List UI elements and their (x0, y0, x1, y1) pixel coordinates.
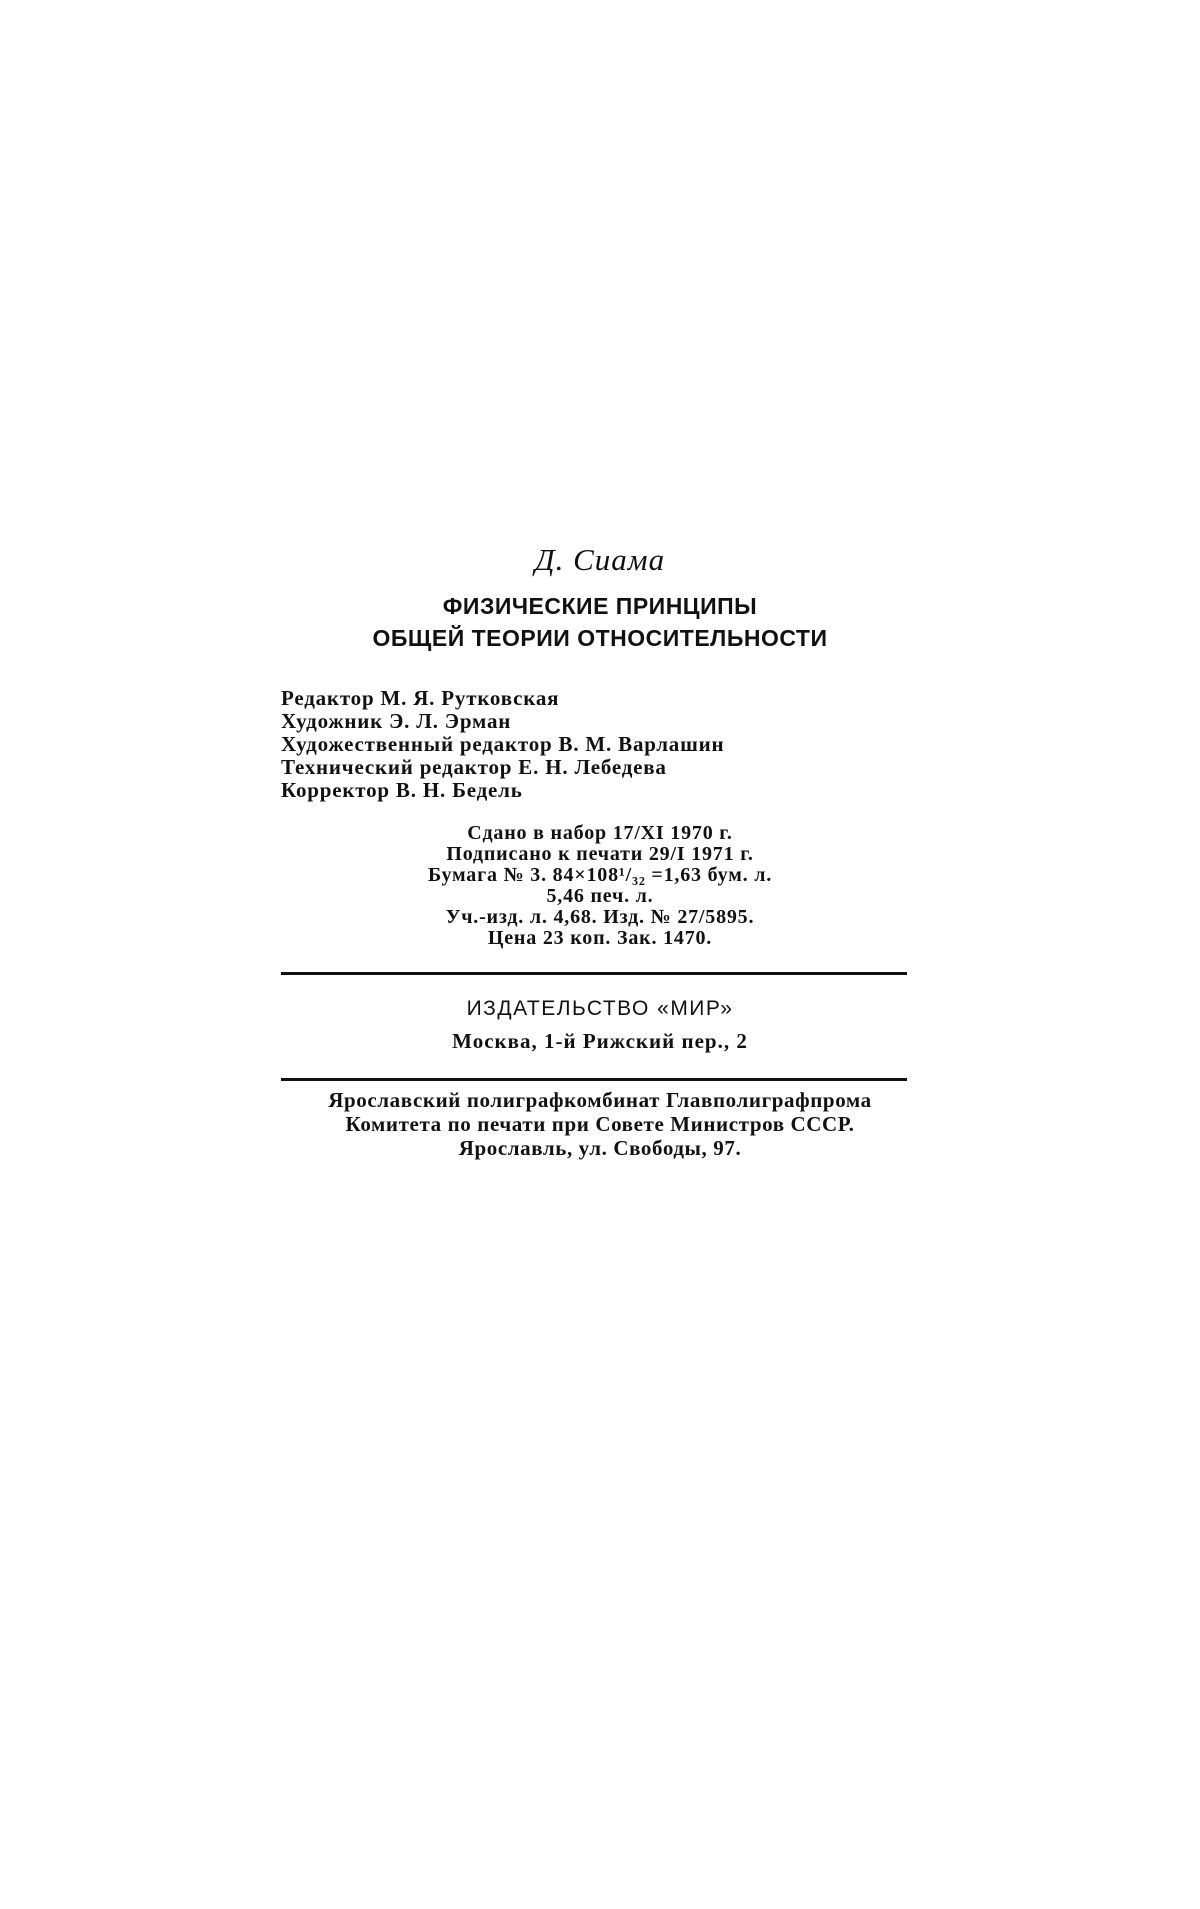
author-name: Д. Сиама (534, 542, 666, 577)
publisher-block (0, 993, 1200, 1057)
credit-art-editor: Художественный редактор В. М. Варлашин (281, 732, 725, 756)
printer-line-2: Комитета по печати при Совете Министров СССР. (345, 1112, 855, 1136)
divider-rule (281, 972, 907, 975)
imprint-line-price: Цена 23 коп. Зак. 1470. (487, 927, 713, 949)
book-title-line-2: ОБЩЕЙ ТЕОРИИ ОТНОСИТЕЛЬНОСТИ (372, 625, 828, 651)
divider-rule (281, 1078, 907, 1081)
book-title-line-1: ФИЗИЧЕСКИЕ ПРИНЦИПЫ (442, 593, 758, 619)
printer-line-1: Ярославский полиграфкомбинат Главполиграфпрома (328, 1088, 872, 1112)
imprint-line-publication: Уч.-изд. л. 4,68. Изд. № 27/5895. (445, 906, 755, 928)
printer-line-3: Ярославль, ул. Свободы, 97. (458, 1136, 742, 1160)
credits-block (281, 687, 724, 802)
publisher-address: Москва, 1-й Рижский пер., 2 (452, 1029, 748, 1053)
credit-technical-editor: Технический редактор Е. Н. Лебедева (281, 755, 667, 779)
credit-editor: Редактор М. Я. Рутковская (281, 686, 560, 710)
book-title (0, 590, 1200, 654)
imprint-line-print-sheets: 5,46 печ. л. (546, 885, 654, 907)
imprint-line-paper: Бумага № 3. 84×108¹/₃₂ =1,63 бум. л. (427, 864, 773, 886)
imprint-block (0, 823, 1200, 949)
publisher-name: ИЗДАТЕЛЬСТВО «МИР» (466, 997, 734, 1020)
imprint-line-typesetting: Сдано в набор 17/XI 1970 г. (467, 822, 733, 844)
credit-artist: Художник Э. Л. Эрман (281, 709, 512, 733)
imprint-line-signed: Подписано к печати 29/I 1971 г. (446, 843, 754, 865)
printer-block (0, 1088, 1200, 1160)
credit-proofreader: Корректор В. Н. Бедель (281, 778, 523, 802)
